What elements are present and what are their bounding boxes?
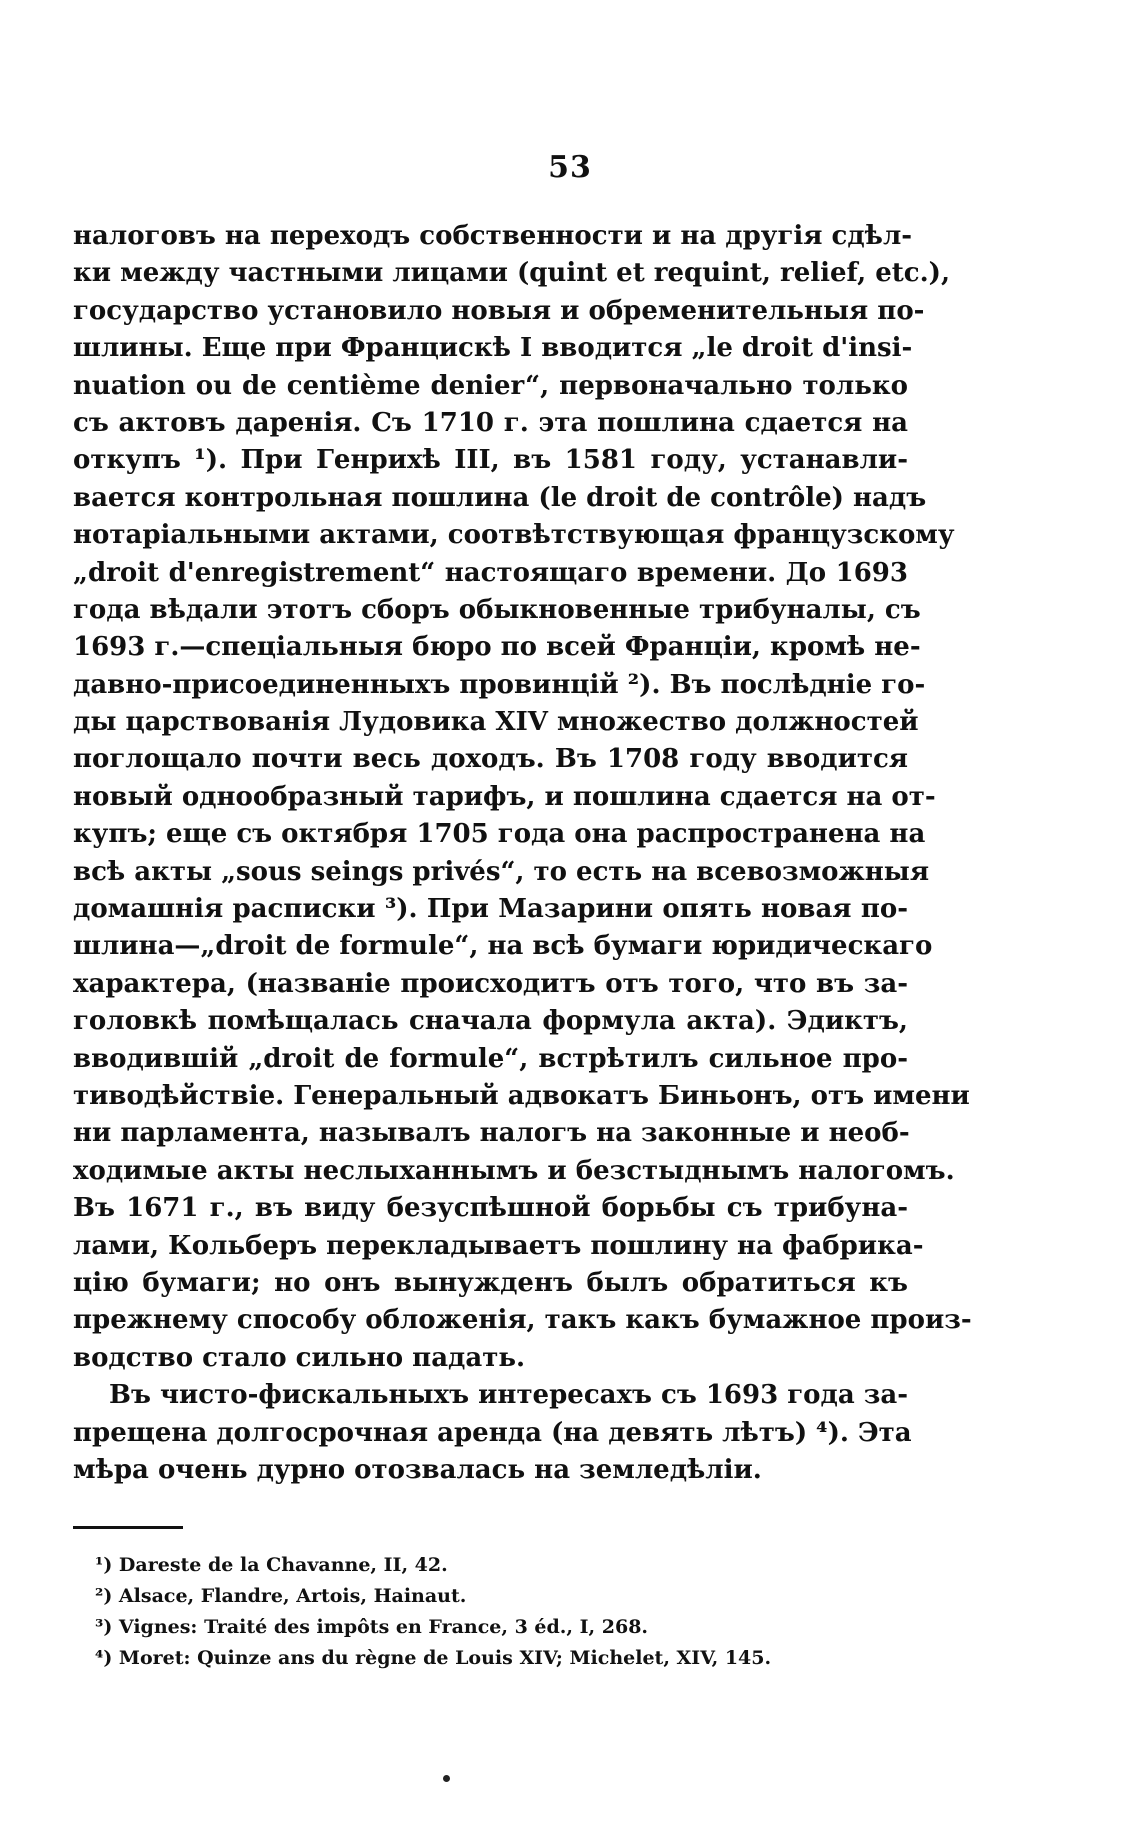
body-text (73, 218, 972, 1489)
footnote-divider (73, 1526, 183, 1529)
footnote: ¹) Dareste de la Chavanne, II, 42. (95, 1554, 448, 1576)
text-line: ды царствованія Лудовика XIV множество должностей (73, 707, 919, 738)
text-line: головкѣ помѣщалась сначала формула акта). Эдиктъ, (73, 1006, 908, 1037)
text-line: вается контрольная пошлина (le droit de contrôle) надъ (73, 482, 927, 513)
text-line: водство стало сильно падать. (73, 1342, 526, 1373)
text-line: прежнему способу обложенія, такъ какъ бумажное произ- (73, 1305, 972, 1336)
text-line: мѣра очень дурно отозвалась на земледѣліи. (73, 1454, 762, 1485)
text-line: характера, (названіе происходитъ отъ того, что въ за- (73, 968, 908, 999)
footnotes (95, 1550, 895, 1674)
text-line: 1693 г.—спеціальныя бюро по всей Франціи, кромѣ не- (73, 632, 921, 663)
text-line: шлины. Еще при Францискѣ I вводится „le droit d'insi- (73, 333, 913, 364)
text-line: ходимые акты неслыханнымъ и безстыднымъ налогомъ. (73, 1155, 955, 1186)
text-line: прещена долгосрочная аренда (на девять лѣтъ) ⁴). Эта (73, 1417, 912, 1448)
text-line: Въ 1671 г., въ виду безуспѣшной борьбы съ трибуна- (73, 1193, 908, 1224)
text-line: „droit d'enregistrement“ настоящаго времени. До 1693 (73, 557, 908, 588)
footnote: ²) Alsace, Flandre, Artois, Hainaut. (95, 1585, 467, 1607)
text-line: вводившій „droit de formule“, встрѣтилъ сильное про- (73, 1043, 908, 1074)
text-line: всѣ акты „sous seings privés“, то есть на всевозможныя (73, 856, 930, 887)
text-line: цію бумаги; но онъ вынужденъ былъ обратиться къ (73, 1267, 908, 1298)
text-line: нотаріальными актами, соотвѣтствующая французскому (73, 520, 955, 551)
ink-speck (443, 1775, 450, 1782)
footnote: ⁴) Moret: Quinze ans du règne de Louis XIV; Michelet, XIV, 145. (95, 1647, 772, 1669)
text-line: поглощало почти весь доходъ. Въ 1708 году вводится (73, 744, 908, 775)
text-line: государство установило новыя и обременительныя по- (73, 295, 925, 326)
text-line: домашнія расписки ³). При Мазарини опять новая по- (73, 894, 908, 925)
footnote: ³) Vignes: Traité des impôts en France, 3 éd., I, 268. (95, 1616, 649, 1638)
text-line: давно-присоединенныхъ провинцій ²). Въ послѣдніе го- (73, 669, 926, 700)
text-line: nuation ou de centième denier“, первоначально только (73, 370, 908, 401)
text-line: новый однообразный тарифъ, и пошлина сдается на от- (73, 781, 936, 812)
text-line: ни парламента, называлъ налогъ на законные и необ- (73, 1118, 910, 1149)
text-line: съ актовъ даренія. Съ 1710 г. эта пошлина сдается на (73, 407, 908, 438)
text-line: ки между частными лицами (quint et requint, relief, etc.), (73, 258, 951, 289)
text-line: откупъ ¹). При Генрихѣ III, въ 1581 году, устанавли- (73, 445, 908, 476)
text-line: налоговъ на переходъ собственности и на другія сдѣл- (73, 221, 913, 251)
text-line: тиводѣйствіе. Генеральный адвокатъ Биньонъ, отъ имени (73, 1080, 970, 1111)
text-line: года вѣдали этотъ сборъ обыкновенные трибуналы, съ (73, 594, 921, 625)
text-line: купъ; еще съ октября 1705 года она распространена на (73, 819, 926, 850)
text-line: лами, Кольберъ перекладываетъ пошлину на фабрика- (73, 1230, 924, 1261)
text-line: шлина—„droit de formule“, на всѣ бумаги юридическаго (73, 931, 933, 962)
page-number: 53 (548, 150, 592, 185)
text-line: Въ чисто-фискальныхъ интересахъ съ 1693 года за- (109, 1380, 908, 1411)
